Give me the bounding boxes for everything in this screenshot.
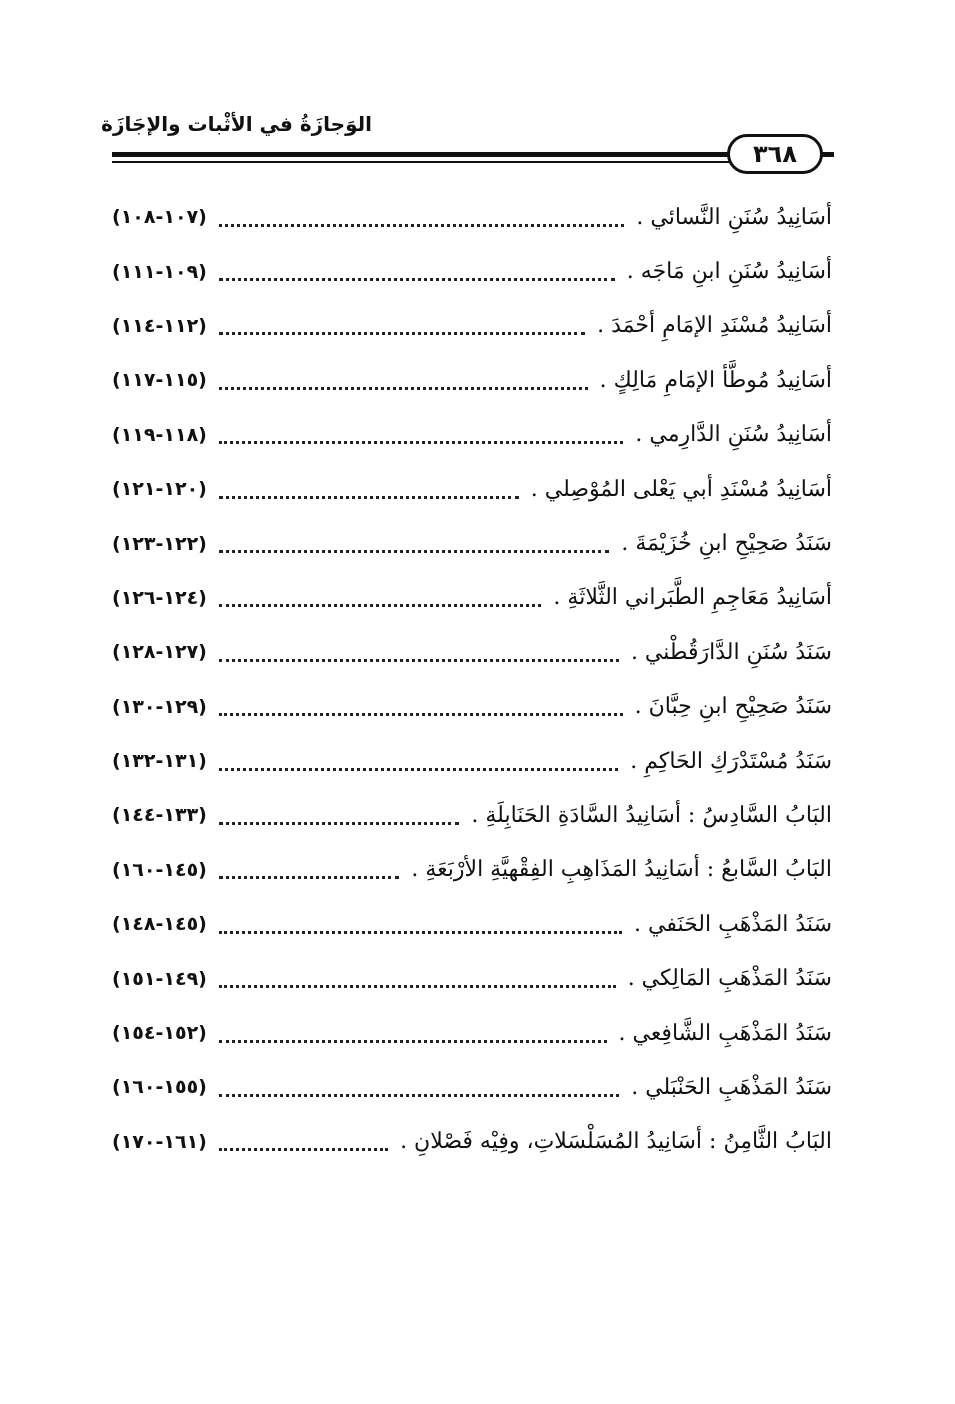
toc-entry-pages: (١٠٩-١١١) — [112, 260, 207, 283]
toc-entry-pages: (١١٢-١١٤) — [112, 314, 207, 337]
toc-entry-leader-dots — [219, 659, 619, 662]
toc-entry — [112, 843, 832, 897]
toc-entry — [112, 897, 832, 951]
toc-entry-leader-dots — [219, 876, 400, 879]
toc-entry — [112, 408, 832, 462]
toc-entry-leader-dots — [219, 985, 616, 988]
toc-entry-leader-dots — [219, 278, 615, 281]
toc-entry — [112, 1115, 832, 1169]
toc-entry-title: أسَانِيدُ مُسْنَدِ أبي يَعْلى المُوْصِلي . — [530, 476, 832, 502]
toc-entry-title: أسَانِيدُ مُسْنَدِ الإمَامِ أحْمَدَ . — [597, 313, 832, 339]
toc-entry-title: أسَانِيدُ سُنَنِ النَّسائي . — [636, 204, 832, 230]
toc-entry-pages: (١٦١-١٧٠) — [112, 1130, 207, 1153]
toc-entry-title: سَنَدُ صَحِيْحِ ابنِ خُزَيْمَةَ . — [621, 531, 832, 557]
toc-entry-leader-dots — [219, 550, 609, 553]
toc-entry — [112, 353, 832, 407]
toc-entry-leader-dots — [219, 713, 623, 716]
toc-entry-title: أسَانِيدُ مَعَاجِمِ الطَّبَراني الثَّلاثَةِ . — [553, 585, 832, 611]
toc-entry-pages: (١٢٢-١٢٣) — [112, 532, 207, 555]
toc-entry — [112, 1006, 832, 1060]
toc-entry-title: أسَانِيدُ سُنَنِ الدَّارِمي . — [635, 422, 832, 448]
toc-entry-title: سَنَدُ مُسْتَدْرَكِ الحَاكِمِ . — [630, 748, 832, 774]
toc-entry-leader-dots — [219, 332, 585, 335]
toc-entry — [112, 244, 832, 298]
toc-entry — [112, 734, 832, 788]
toc-entry-pages: (١٣٣-١٤٤) — [112, 804, 207, 827]
toc-entry-title: أسَانِيدُ مُوطَّأ الإمَامِ مَالِكٍ . — [599, 367, 832, 393]
toc-entry-title: سَنَدُ المَذْهَبِ الحَنْبَلي . — [631, 1074, 832, 1100]
toc-entry-title: سَنَدُ صَحِيْحِ ابنِ حِبَّانَ . — [634, 694, 832, 720]
toc-entry-leader-dots — [219, 1040, 607, 1043]
toc-entry-title: سَنَدُ سُنَنِ الدَّارَقُطْني . — [630, 639, 832, 665]
toc-entry-pages: (١٢٠-١٢١) — [112, 478, 207, 501]
table-of-contents — [112, 190, 832, 1169]
toc-entry-title: البَابُ السَّادِسُ : أسَانِيدُ السَّادَةِ الحَنَابِلَةِ . — [471, 802, 832, 828]
toc-entry-leader-dots — [219, 822, 460, 825]
toc-entry-title: سَنَدُ المَذْهَبِ الشَّافِعي . — [618, 1020, 832, 1046]
toc-entry-leader-dots — [219, 1148, 388, 1151]
toc-entry-pages: (١٤٥-١٤٨) — [112, 913, 207, 936]
toc-entry — [112, 788, 832, 842]
toc-entry-pages: (١٢٩-١٣٠) — [112, 695, 207, 718]
header-rule-thick — [112, 152, 742, 157]
toc-entry-pages: (١١٥-١١٧) — [112, 369, 207, 392]
toc-entry-pages: (١١٨-١١٩) — [112, 423, 207, 446]
toc-entry-pages: (١٢٤-١٢٦) — [112, 586, 207, 609]
toc-entry-title: أسَانِيدُ سُنَنِ ابنِ مَاجَه . — [626, 259, 832, 285]
header-rule-thin — [112, 161, 742, 163]
toc-entry-pages: (١٤٩-١٥١) — [112, 967, 207, 990]
toc-entry-leader-dots — [219, 496, 519, 499]
toc-entry-pages: (١٣١-١٣٢) — [112, 750, 207, 773]
toc-entry — [112, 625, 832, 679]
toc-entry — [112, 190, 832, 244]
toc-entry — [112, 1060, 832, 1114]
toc-entry-pages: (١٥٢-١٥٤) — [112, 1022, 207, 1045]
toc-entry-leader-dots — [219, 604, 542, 607]
page-number-badge: ٣٦٨ — [727, 134, 823, 174]
toc-entry-leader-dots — [219, 387, 588, 390]
toc-entry — [112, 680, 832, 734]
toc-entry-title: البَابُ السَّابعُ : أسَانِيدُ المَذَاهِبِ الفِقْهيَّةِ الأرْبَعَةِ . — [411, 857, 832, 883]
toc-entry-leader-dots — [219, 224, 625, 227]
toc-entry-leader-dots — [219, 441, 624, 444]
toc-entry-leader-dots — [219, 768, 618, 771]
toc-entry-pages: (١٢٧-١٢٨) — [112, 641, 207, 664]
toc-entry — [112, 299, 832, 353]
toc-entry — [112, 571, 832, 625]
toc-entry-leader-dots — [219, 931, 622, 934]
toc-entry-pages: (١٥٥-١٦٠) — [112, 1076, 207, 1099]
toc-entry-title: سَنَدُ المَذْهَبِ المَالِكي . — [627, 966, 832, 992]
toc-entry — [112, 462, 832, 516]
toc-entry-pages: (١٠٧-١٠٨) — [112, 206, 207, 229]
toc-entry-pages: (١٤٥-١٦٠) — [112, 858, 207, 881]
toc-entry-title: سَنَدُ المَذْهَبِ الحَنَفي . — [634, 911, 832, 937]
toc-entry — [112, 516, 832, 570]
running-header — [101, 112, 832, 182]
toc-entry-leader-dots — [219, 1094, 619, 1097]
toc-entry-title: البَابُ الثَّامِنُ : أسَانِيدُ المُسَلْسَلاتِ، وفِيْه فَصْلانِ . — [400, 1129, 832, 1155]
toc-entry — [112, 951, 832, 1005]
book-title: الوَجازَةُ في الأثْبات والإجَازَة — [101, 112, 372, 136]
